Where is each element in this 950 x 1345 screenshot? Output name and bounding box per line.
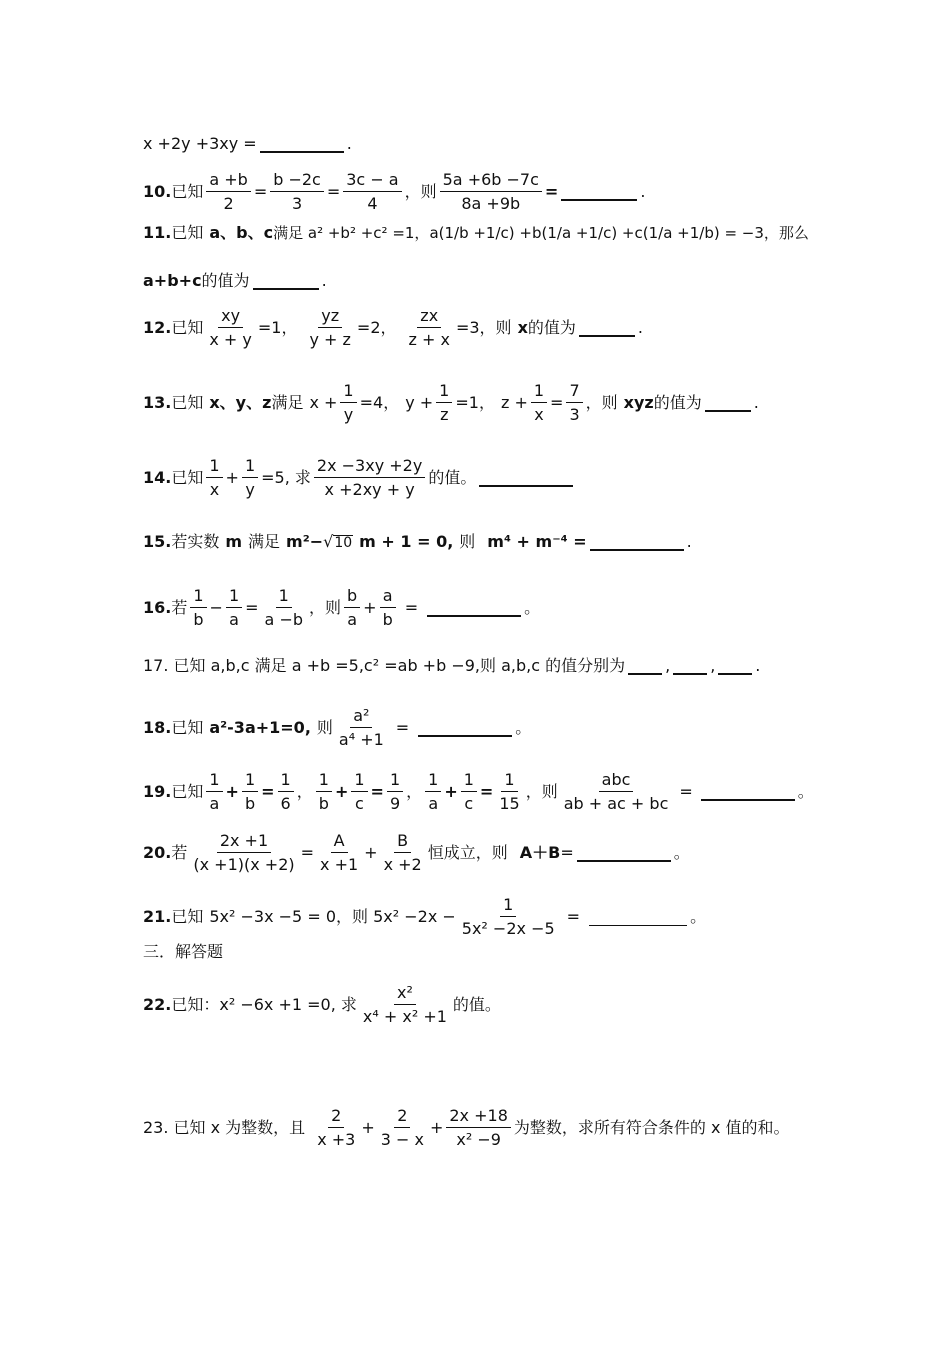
- numerator: 1: [436, 383, 452, 403]
- question-17: 17. 已知 a,b,c 满足 a +b =5,c² =ab +b −9,则 a,b,c 的值分别为 , , .: [143, 656, 761, 675]
- fraction: [446, 1108, 511, 1148]
- denominator: b: [382, 610, 393, 629]
- fraction: [360, 985, 450, 1025]
- fraction: [340, 383, 356, 423]
- fraction: [314, 1108, 358, 1148]
- fraction: [190, 833, 297, 873]
- equation-text: 5x² −3x −5 = 0，则 5x² −2x −: [209, 907, 456, 926]
- denominator: b: [244, 794, 256, 813]
- equation-text: =1，: [455, 393, 495, 412]
- answer-blank: [718, 657, 752, 675]
- answer-blank: [705, 394, 751, 412]
- fraction: [436, 383, 452, 423]
- denominator: z + x: [408, 330, 450, 349]
- denominator: x⁴ + x² +1: [362, 1007, 447, 1026]
- question-9-continuation: [143, 135, 910, 153]
- numerator: xy: [218, 308, 243, 328]
- answer-blank: [479, 469, 573, 487]
- numerator: 1: [500, 897, 516, 917]
- denominator: y: [343, 405, 354, 424]
- equals: =: [326, 182, 341, 201]
- denominator: x² −9: [456, 1130, 501, 1149]
- denominator: b: [318, 794, 329, 813]
- numerator: 1: [501, 772, 517, 792]
- equals: =: [479, 782, 494, 801]
- fraction: [461, 772, 477, 812]
- denominator: c: [464, 794, 474, 813]
- numerator: zx: [417, 308, 441, 328]
- fraction: [278, 772, 294, 812]
- equation-text: =3，则: [455, 318, 512, 337]
- condition: 恒成立，则: [427, 843, 508, 862]
- period: .: [640, 182, 646, 201]
- equals: =: [679, 782, 693, 801]
- operator: +: [364, 843, 378, 862]
- equation-text: =1，: [257, 318, 298, 337]
- answer-blank: [427, 599, 521, 617]
- question-11-continued: [143, 272, 910, 290]
- fraction: [226, 588, 242, 628]
- fraction: [336, 708, 387, 748]
- operator: +: [429, 1118, 444, 1137]
- denominator: a: [209, 794, 220, 813]
- separator: ，: [406, 782, 423, 801]
- denominator: x +1: [320, 855, 359, 874]
- equals: =: [370, 782, 384, 801]
- question-number: 12.: [143, 318, 172, 337]
- denominator: 3 − x: [380, 1130, 424, 1149]
- equals: =: [560, 843, 574, 862]
- operator: +: [225, 782, 239, 801]
- fraction: [190, 588, 206, 628]
- question-number: 18.: [143, 718, 172, 737]
- numerator: 1: [316, 772, 332, 792]
- denominator: (x +1)(x +2): [193, 855, 295, 874]
- denominator: 8a +9b: [461, 194, 521, 213]
- period: .: [753, 393, 759, 412]
- equation-text: m + 1 = 0,: [359, 532, 454, 551]
- question-prefix: 已知: [171, 393, 204, 412]
- equals: =: [566, 907, 581, 926]
- expression: A＋B: [519, 843, 561, 862]
- question-prefix: 若: [171, 843, 188, 862]
- denominator: 3: [291, 194, 303, 213]
- question-prefix: 已知: [171, 718, 204, 737]
- answer-blank: [253, 272, 319, 290]
- end-mark: 。: [673, 843, 690, 862]
- equation-text: m⁴ + m⁻⁴ =: [487, 532, 587, 551]
- connector-text: 则: [316, 718, 333, 737]
- numerator: 1: [278, 772, 294, 792]
- equation-text: =5, 求: [261, 468, 311, 487]
- fraction: [316, 772, 332, 812]
- equation-text: ，则: [585, 393, 618, 412]
- numerator: 2: [394, 1108, 410, 1128]
- denominator: 4: [367, 194, 378, 213]
- denominator: a: [347, 610, 357, 629]
- question-22: [143, 985, 910, 1025]
- question-prefix: 已知: [171, 782, 204, 801]
- question-15: [143, 533, 910, 551]
- equation-text: m²−: [286, 532, 324, 551]
- radicand: 10: [334, 534, 353, 551]
- question-16: [143, 588, 910, 628]
- end-mark: 。: [797, 782, 814, 801]
- fraction: [206, 308, 255, 348]
- question-11: [143, 225, 910, 241]
- denominator: 5x² −2x −5: [461, 919, 555, 938]
- variable: xyz: [623, 393, 654, 412]
- equation-text: a²-3a+1=0,: [209, 718, 311, 737]
- question-prefix: 若实数: [171, 532, 220, 551]
- fraction: [343, 172, 401, 212]
- expression: a(1/b +1/c) +b(1/a +1/c) +c(1/a +1/b) = −3，那么: [429, 223, 809, 242]
- denominator: 9: [389, 794, 401, 813]
- fraction: [242, 772, 258, 812]
- period: .: [686, 532, 692, 551]
- separator: ，: [296, 782, 313, 801]
- denominator: a: [229, 610, 239, 629]
- numerator: 5a +6b −7c: [440, 172, 542, 192]
- question-prefix: 已知：: [171, 995, 220, 1014]
- numerator: 2x +18: [446, 1108, 511, 1128]
- question-number: 16.: [143, 598, 172, 617]
- question-14: [143, 458, 910, 498]
- numerator: x²: [394, 985, 416, 1005]
- numerator: 1: [461, 772, 477, 792]
- numerator: abc: [599, 772, 634, 792]
- denominator: 3: [569, 405, 580, 424]
- operator: −: [209, 598, 223, 617]
- answer-blank: [589, 909, 687, 926]
- question-number: 10.: [143, 182, 172, 201]
- variables: x、y、z: [209, 393, 272, 412]
- equals: =: [253, 182, 268, 201]
- question-number: 21.: [143, 907, 172, 926]
- equation-text: =4，: [359, 393, 400, 412]
- fraction: [440, 172, 542, 212]
- numerator: 1: [226, 588, 242, 608]
- answer-blank: [561, 183, 637, 201]
- fraction: [406, 308, 453, 348]
- numerator: 3c − a: [343, 172, 401, 192]
- denominator: x + y: [209, 330, 252, 349]
- denominator: 15: [499, 794, 520, 813]
- denominator: a −b: [264, 610, 303, 629]
- section-title: 三．解答题: [143, 942, 224, 961]
- period: .: [321, 271, 327, 290]
- end-mark: 。: [524, 598, 541, 617]
- tail-text: 的值为: [653, 393, 702, 412]
- denominator: x: [534, 405, 544, 424]
- fraction: [351, 772, 367, 812]
- numerator: 1: [206, 772, 222, 792]
- fraction: [206, 172, 250, 212]
- question-prefix: 已知: [171, 468, 204, 487]
- equals: =: [404, 598, 419, 617]
- connector-text: ，则: [525, 782, 558, 801]
- expr-text: x +2y +3xy =: [143, 134, 257, 153]
- numerator: 7: [566, 383, 582, 403]
- fraction: [314, 458, 425, 498]
- question-prefix: 23. 已知 x 为整数，且: [143, 1118, 306, 1137]
- denominator: b: [193, 610, 204, 629]
- question-12: [143, 308, 910, 348]
- question-number: 20.: [143, 843, 172, 862]
- numerator: B: [394, 833, 411, 853]
- question-number: 11.: [143, 223, 172, 242]
- denominator: z: [440, 405, 449, 424]
- numerator: 1: [242, 458, 258, 478]
- variable: x: [517, 318, 528, 337]
- question-number: 14.: [143, 468, 172, 487]
- numerator: yz: [318, 308, 342, 328]
- fraction: [270, 172, 324, 212]
- term: z +: [500, 393, 528, 412]
- tail-text: 为整数，求所有符合条件的 x 值的和。: [513, 1118, 790, 1137]
- variables: a、b、c: [209, 223, 274, 242]
- variable: m: [225, 532, 243, 551]
- question-10: [143, 172, 910, 212]
- numerator: 1: [190, 588, 206, 608]
- question-prefix: 已知: [171, 907, 204, 926]
- connector-text: ，则: [309, 598, 342, 617]
- question-prefix: 已知: [171, 318, 204, 337]
- answer-blank: [673, 657, 707, 675]
- numerator: 1: [276, 588, 292, 608]
- operator: +: [363, 598, 377, 617]
- question-prefix: 若: [171, 598, 188, 617]
- tail-text: 的值。: [428, 468, 477, 487]
- fraction: [206, 458, 222, 498]
- fraction: [206, 772, 222, 812]
- fraction: [459, 897, 558, 937]
- period: .: [755, 656, 761, 675]
- answer-blank: [577, 844, 671, 862]
- fraction: [387, 772, 403, 812]
- question-number: 13.: [143, 393, 172, 412]
- denominator: x +2xy + y: [324, 480, 415, 499]
- term: y +: [405, 393, 434, 412]
- numerator: b −2c: [270, 172, 324, 192]
- question-19: [143, 772, 910, 812]
- numerator: 1: [425, 772, 441, 792]
- denominator: x +3: [317, 1130, 356, 1149]
- answer-blank: [628, 657, 662, 675]
- question-23: [143, 1108, 910, 1148]
- denominator: a: [428, 794, 439, 813]
- equation-text: x² −6x +1 =0, 求: [219, 995, 357, 1014]
- answer-blank: [701, 783, 795, 801]
- fraction: [317, 833, 361, 873]
- numerator: b: [344, 588, 360, 608]
- answer-blank: [418, 719, 512, 737]
- numerator: 2: [328, 1108, 344, 1128]
- equals: =: [245, 598, 259, 617]
- question-number: 19.: [143, 782, 172, 801]
- tail-text: 的值为: [527, 318, 576, 337]
- sum-expr: a+b+c: [143, 271, 202, 290]
- operator: +: [361, 1118, 375, 1137]
- fraction: [496, 772, 522, 812]
- question-number: 22.: [143, 995, 172, 1014]
- answer-blank: [260, 135, 344, 153]
- fraction: [380, 588, 396, 628]
- tail-text: 的值为: [201, 271, 250, 290]
- fraction: [378, 1108, 427, 1148]
- fraction: [242, 458, 258, 498]
- denominator: x: [209, 480, 220, 499]
- denominator: x +2: [383, 855, 422, 874]
- denominator: ab + ac + bc: [563, 794, 669, 813]
- period: .: [346, 134, 352, 153]
- equals: =: [395, 718, 410, 737]
- question-number: 15.: [143, 532, 172, 551]
- fraction: [531, 383, 547, 423]
- denominator: y: [245, 480, 255, 499]
- numerator: 1: [206, 458, 222, 478]
- numerator: 1: [351, 772, 367, 792]
- question-text: 17. 已知 a,b,c 满足 a +b =5,c² =ab +b −9,则 a,b,c 的值分别为: [143, 656, 626, 675]
- equals: =: [261, 782, 275, 801]
- numerator: 1: [340, 383, 356, 403]
- question-prefix: 已知: [171, 223, 204, 242]
- equation-text: =2，: [356, 318, 397, 337]
- end-mark: 。: [515, 718, 532, 737]
- fraction: [425, 772, 441, 812]
- numerator: a: [380, 588, 396, 608]
- connector-text: ，则: [404, 182, 437, 201]
- fraction: [262, 588, 306, 628]
- fraction: [566, 383, 582, 423]
- section-header: [143, 944, 910, 960]
- term: x +: [309, 393, 338, 412]
- end-mark: 。: [690, 907, 707, 926]
- operator: +: [225, 468, 239, 487]
- period: .: [637, 318, 643, 337]
- equals: =: [300, 843, 315, 862]
- sqrt-icon: √: [323, 532, 334, 551]
- numerator: 1: [242, 772, 258, 792]
- question-13: [143, 383, 910, 423]
- question-18: [143, 708, 910, 748]
- operator: +: [334, 782, 349, 801]
- numerator: 2x +1: [217, 833, 271, 853]
- fraction: [306, 308, 353, 348]
- denominator: y + z: [309, 330, 351, 349]
- numerator: a +b: [206, 172, 250, 192]
- fraction: [561, 772, 672, 812]
- numerator: 1: [387, 772, 403, 792]
- answer-blank: [590, 533, 684, 551]
- question-20: [143, 833, 910, 873]
- numerator: 2x −3xy +2y: [314, 458, 425, 478]
- numerator: A: [331, 833, 348, 853]
- numerator: a²: [350, 708, 372, 728]
- denominator: 6: [280, 794, 291, 813]
- question-prefix: 已知: [171, 182, 204, 201]
- question-21: [143, 897, 910, 937]
- denominator: 2: [223, 194, 234, 213]
- answer-blank: [579, 319, 635, 337]
- fraction: [344, 588, 360, 628]
- operator: +: [444, 782, 458, 801]
- condition: 满足 a² +b² +c² =1，: [273, 223, 430, 242]
- condition: 满足: [271, 393, 304, 412]
- fraction: [381, 833, 425, 873]
- equals: =: [544, 182, 559, 201]
- tail-text: 的值。: [452, 995, 501, 1014]
- connector-text: 则: [459, 532, 476, 551]
- equation-text: =: [550, 393, 564, 412]
- condition: 满足: [248, 532, 281, 551]
- denominator: a⁴ +1: [338, 730, 384, 749]
- denominator: c: [355, 794, 364, 813]
- numerator: 1: [531, 383, 547, 403]
